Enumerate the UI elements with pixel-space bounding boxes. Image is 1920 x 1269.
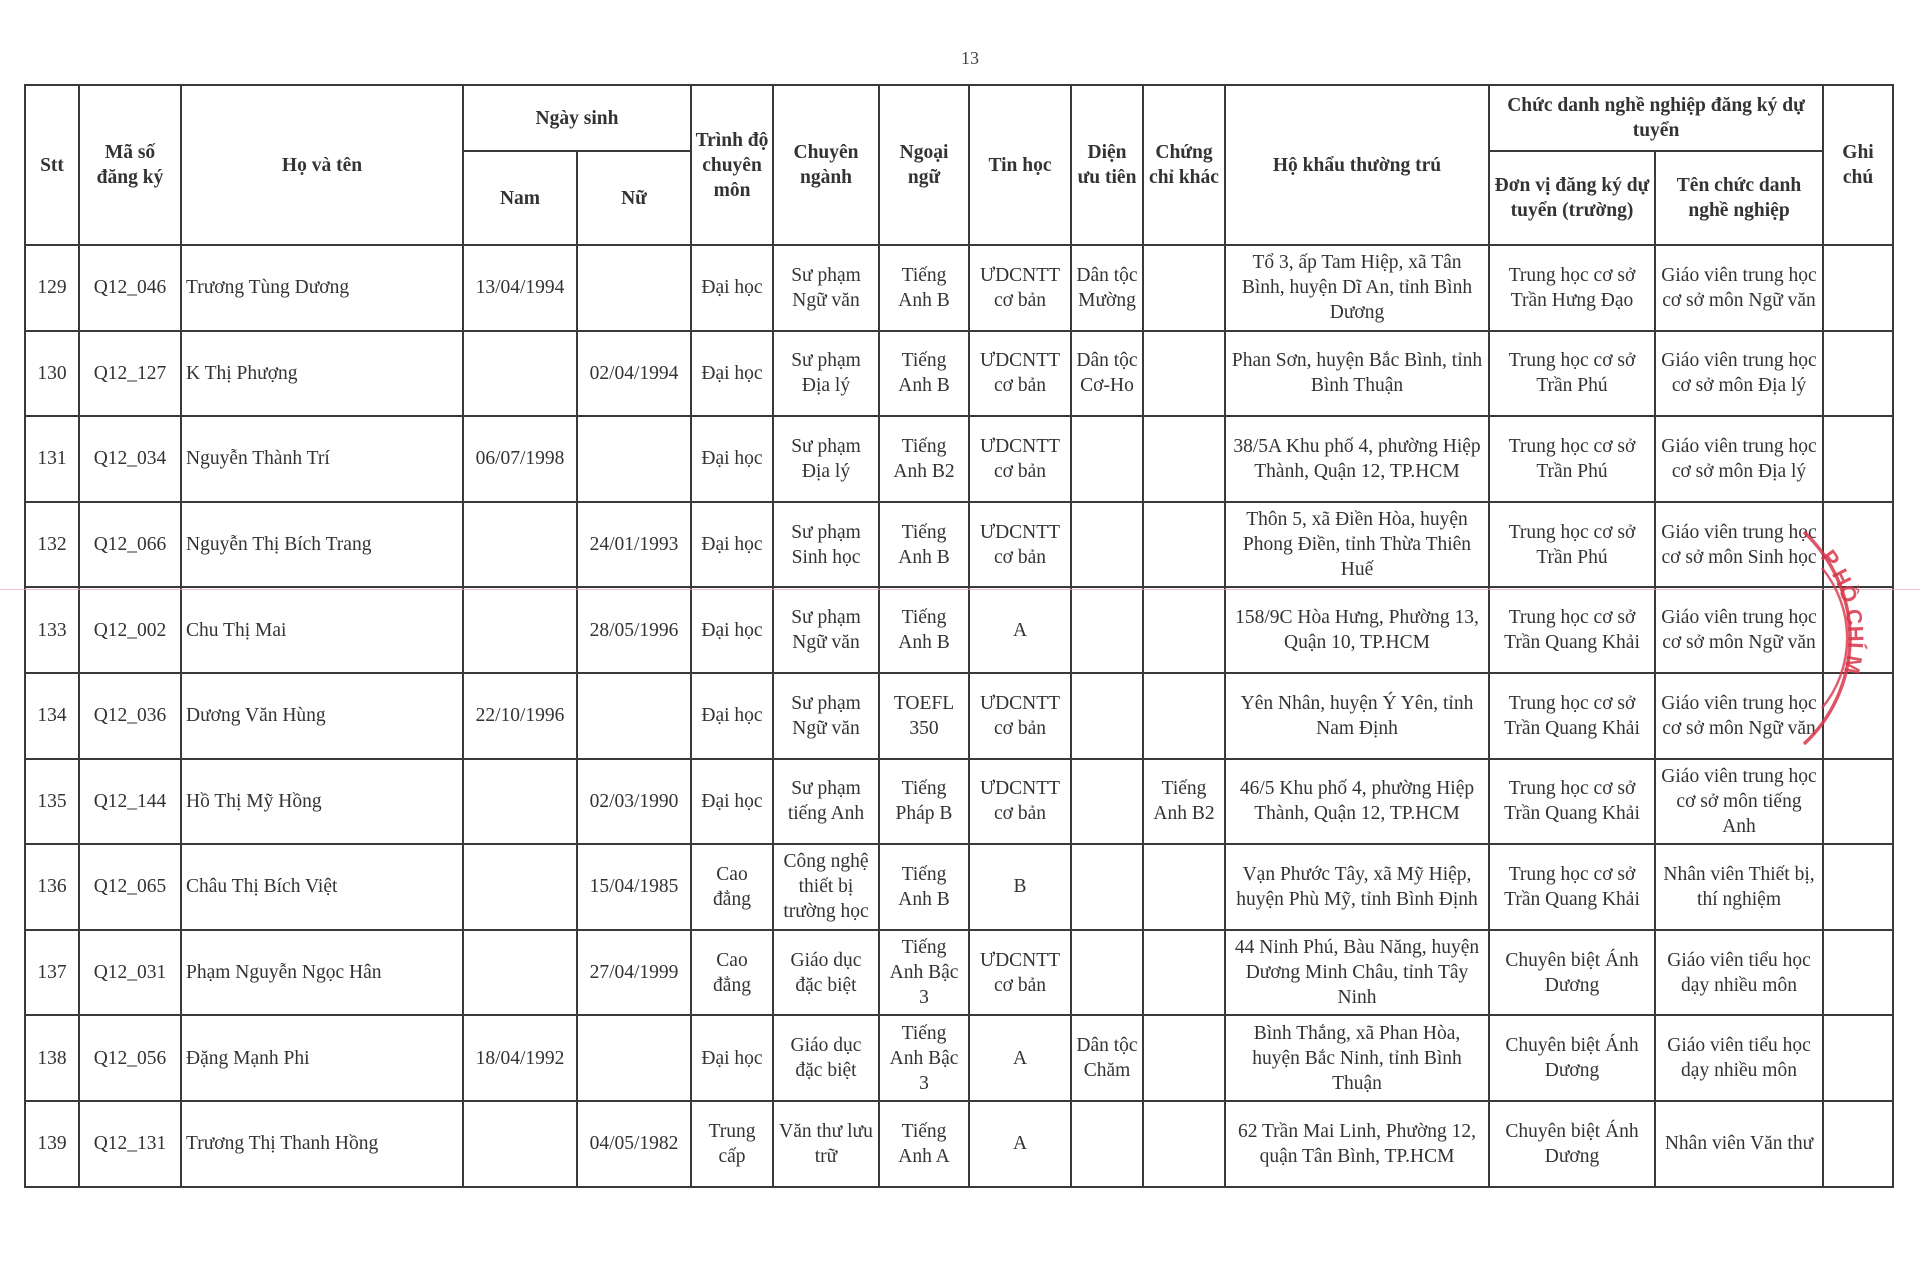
cell-chung-chi-khac xyxy=(1143,1015,1225,1101)
cell-ten-chuc-danh: Giáo viên trung học cơ sở môn Địa lý xyxy=(1655,331,1823,417)
header-ngay-sinh: Ngày sinh xyxy=(463,85,691,151)
cell-ho-khau: 44 Ninh Phú, Bàu Năng, huyện Dương Minh Châu, tỉnh Tây Ninh xyxy=(1225,930,1489,1016)
table-row xyxy=(25,416,1893,502)
cell-ho-khau: Phan Sơn, huyện Bắc Bình, tỉnh Bình Thuận xyxy=(1225,331,1489,417)
cell-chung-chi-khac xyxy=(1143,416,1225,502)
cell-trinh-do: Đại học xyxy=(691,587,773,673)
cell-chung-chi-khac xyxy=(1143,930,1225,1016)
cell-dien-uu-tien xyxy=(1071,930,1143,1016)
cell-ho-ten: Hồ Thị Mỹ Hồng xyxy=(181,759,463,845)
cell-trinh-do: Trung cấp xyxy=(691,1101,773,1187)
header-don-vi: Đơn vị đăng ký dự tuyển (trường) xyxy=(1489,151,1655,245)
cell-nam xyxy=(463,930,577,1016)
cell-tin-hoc: ƯDCNTT cơ bản xyxy=(969,502,1071,588)
cell-ma-so: Q12_127 xyxy=(79,331,181,417)
cell-ma-so: Q12_031 xyxy=(79,930,181,1016)
candidate-table xyxy=(24,84,1894,1188)
cell-ghi-chu xyxy=(1823,1015,1893,1101)
cell-trinh-do: Đại học xyxy=(691,502,773,588)
cell-stt: 129 xyxy=(25,245,79,331)
cell-tin-hoc: ƯDCNTT cơ bản xyxy=(969,245,1071,331)
cell-ngoai-ngu: Tiếng Anh A xyxy=(879,1101,969,1187)
cell-don-vi: Trung học cơ sở Trần Quang Khải xyxy=(1489,587,1655,673)
header-ma-so: Mã số đăng ký xyxy=(79,85,181,245)
cell-ma-so: Q12_065 xyxy=(79,844,181,930)
cell-nam xyxy=(463,587,577,673)
cell-chung-chi-khac xyxy=(1143,245,1225,331)
cell-dien-uu-tien: Dân tộc Cơ-Ho xyxy=(1071,331,1143,417)
cell-nu xyxy=(577,1015,691,1101)
cell-ten-chuc-danh: Giáo viên trung học cơ sở môn tiếng Anh xyxy=(1655,759,1823,845)
cell-ghi-chu xyxy=(1823,673,1893,759)
cell-trinh-do: Đại học xyxy=(691,673,773,759)
cell-chung-chi-khac xyxy=(1143,673,1225,759)
cell-ghi-chu xyxy=(1823,245,1893,331)
cell-stt: 137 xyxy=(25,930,79,1016)
candidate-table-container xyxy=(24,84,1892,1188)
header-ghi-chu: Ghi chú xyxy=(1823,85,1893,245)
cell-nam: 13/04/1994 xyxy=(463,245,577,331)
cell-ho-ten: Nguyễn Thành Trí xyxy=(181,416,463,502)
cell-chuyen-nganh: Văn thư lưu trữ xyxy=(773,1101,879,1187)
cell-ten-chuc-danh: Giáo viên trung học cơ sở môn Ngữ văn xyxy=(1655,245,1823,331)
header-ten-chuc-danh: Tên chức danh nghề nghiệp xyxy=(1655,151,1823,245)
cell-ma-so: Q12_034 xyxy=(79,416,181,502)
cell-ngoai-ngu: Tiếng Anh B xyxy=(879,331,969,417)
cell-ma-so: Q12_066 xyxy=(79,502,181,588)
cell-trinh-do: Đại học xyxy=(691,1015,773,1101)
cell-tin-hoc: A xyxy=(969,1015,1071,1101)
cell-ho-ten: Nguyễn Thị Bích Trang xyxy=(181,502,463,588)
cell-ma-so: Q12_131 xyxy=(79,1101,181,1187)
cell-tin-hoc: ƯDCNTT cơ bản xyxy=(969,416,1071,502)
cell-nam: 06/07/1998 xyxy=(463,416,577,502)
cell-chuyen-nganh: Sư phạm Ngữ văn xyxy=(773,587,879,673)
cell-ho-ten: Trương Thị Thanh Hồng xyxy=(181,1101,463,1187)
cell-don-vi: Chuyên biệt Ánh Dương xyxy=(1489,930,1655,1016)
cell-dien-uu-tien: Dân tộc Mường xyxy=(1071,245,1143,331)
cell-nam: 22/10/1996 xyxy=(463,673,577,759)
cell-ho-khau: 62 Trần Mai Linh, Phường 12, quận Tân Bình, TP.HCM xyxy=(1225,1101,1489,1187)
cell-don-vi: Trung học cơ sở Trần Quang Khải xyxy=(1489,673,1655,759)
cell-ho-ten: Dương Văn Hùng xyxy=(181,673,463,759)
cell-ho-ten: Châu Thị Bích Việt xyxy=(181,844,463,930)
cell-trinh-do: Đại học xyxy=(691,416,773,502)
cell-chung-chi-khac xyxy=(1143,502,1225,588)
cell-nam xyxy=(463,502,577,588)
cell-chung-chi-khac xyxy=(1143,844,1225,930)
cell-nam: 18/04/1992 xyxy=(463,1015,577,1101)
cell-ngoai-ngu: Tiếng Anh Bậc 3 xyxy=(879,930,969,1016)
header-ngoai-ngu: Ngoại ngữ xyxy=(879,85,969,245)
cell-trinh-do: Cao đẳng xyxy=(691,844,773,930)
cell-nu: 04/05/1982 xyxy=(577,1101,691,1187)
table-row xyxy=(25,930,1893,1016)
cell-nu: 15/04/1985 xyxy=(577,844,691,930)
cell-ho-ten: Đặng Mạnh Phi xyxy=(181,1015,463,1101)
table-row xyxy=(25,673,1893,759)
cell-ngoai-ngu: TOEFL 350 xyxy=(879,673,969,759)
cell-tin-hoc: A xyxy=(969,587,1071,673)
cell-ho-khau: Tổ 3, ấp Tam Hiệp, xã Tân Bình, huyện Dĩ An, tỉnh Bình Dương xyxy=(1225,245,1489,331)
cell-ngoai-ngu: Tiếng Anh B xyxy=(879,245,969,331)
cell-ngoai-ngu: Tiếng Anh B xyxy=(879,502,969,588)
cell-ten-chuc-danh: Giáo viên tiểu học dạy nhiều môn xyxy=(1655,930,1823,1016)
cell-nu: 27/04/1999 xyxy=(577,930,691,1016)
cell-chung-chi-khac xyxy=(1143,1101,1225,1187)
cell-nam xyxy=(463,1101,577,1187)
cell-ngoai-ngu: Tiếng Anh B xyxy=(879,844,969,930)
cell-tin-hoc: ƯDCNTT cơ bản xyxy=(969,759,1071,845)
header-nu: Nữ xyxy=(577,151,691,245)
header-ho-khau: Hộ khẩu thường trú xyxy=(1225,85,1489,245)
header-ho-ten: Họ và tên xyxy=(181,85,463,245)
cell-nam xyxy=(463,759,577,845)
cell-ghi-chu xyxy=(1823,1101,1893,1187)
cell-stt: 139 xyxy=(25,1101,79,1187)
cell-stt: 134 xyxy=(25,673,79,759)
table-row xyxy=(25,1015,1893,1101)
table-header xyxy=(25,85,1893,245)
cell-tin-hoc: B xyxy=(969,844,1071,930)
table-row xyxy=(25,1101,1893,1187)
cell-dien-uu-tien: Dân tộc Chăm xyxy=(1071,1015,1143,1101)
cell-nam xyxy=(463,331,577,417)
cell-ho-khau: Vạn Phước Tây, xã Mỹ Hiệp, huyện Phù Mỹ, tỉnh Bình Định xyxy=(1225,844,1489,930)
cell-ma-so: Q12_036 xyxy=(79,673,181,759)
cell-stt: 131 xyxy=(25,416,79,502)
cell-trinh-do: Đại học xyxy=(691,245,773,331)
cell-chung-chi-khac xyxy=(1143,331,1225,417)
cell-ten-chuc-danh: Giáo viên trung học cơ sở môn Ngữ văn xyxy=(1655,673,1823,759)
cell-chuyen-nganh: Công nghệ thiết bị trường học xyxy=(773,844,879,930)
cell-stt: 132 xyxy=(25,502,79,588)
cell-nu: 28/05/1996 xyxy=(577,587,691,673)
table-row xyxy=(25,331,1893,417)
cell-ho-khau: Yên Nhân, huyện Ý Yên, tỉnh Nam Định xyxy=(1225,673,1489,759)
cell-chuyen-nganh: Sư phạm Ngữ văn xyxy=(773,245,879,331)
cell-ho-ten: Phạm Nguyễn Ngọc Hân xyxy=(181,930,463,1016)
cell-ngoai-ngu: Tiếng Pháp B xyxy=(879,759,969,845)
cell-trinh-do: Đại học xyxy=(691,759,773,845)
scan-artifact-line xyxy=(0,589,1920,590)
header-dien-uu-tien: Diện ưu tiên xyxy=(1071,85,1143,245)
cell-ho-khau: Bình Thắng, xã Phan Hòa, huyện Bắc Ninh, tỉnh Bình Thuận xyxy=(1225,1015,1489,1101)
cell-don-vi: Trung học cơ sở Trần Quang Khải xyxy=(1489,759,1655,845)
cell-don-vi: Trung học cơ sở Trần Hưng Đạo xyxy=(1489,245,1655,331)
cell-ma-so: Q12_056 xyxy=(79,1015,181,1101)
cell-ho-ten: Chu Thị Mai xyxy=(181,587,463,673)
cell-tin-hoc: ƯDCNTT cơ bản xyxy=(969,673,1071,759)
cell-dien-uu-tien xyxy=(1071,844,1143,930)
cell-dien-uu-tien xyxy=(1071,502,1143,588)
cell-ho-khau: 38/5A Khu phố 4, phường Hiệp Thành, Quận 12, TP.HCM xyxy=(1225,416,1489,502)
cell-don-vi: Chuyên biệt Ánh Dương xyxy=(1489,1015,1655,1101)
cell-ho-khau: Thôn 5, xã Điền Hòa, huyện Phong Điền, tỉnh Thừa Thiên Huế xyxy=(1225,502,1489,588)
cell-dien-uu-tien xyxy=(1071,759,1143,845)
cell-ma-so: Q12_002 xyxy=(79,587,181,673)
cell-don-vi: Chuyên biệt Ánh Dương xyxy=(1489,1101,1655,1187)
header-nam: Nam xyxy=(463,151,577,245)
cell-chuyen-nganh: Sư phạm Địa lý xyxy=(773,331,879,417)
cell-dien-uu-tien xyxy=(1071,1101,1143,1187)
cell-ghi-chu xyxy=(1823,331,1893,417)
header-trinh-do: Trình độ chuyên môn xyxy=(691,85,773,245)
header-tin-hoc: Tin học xyxy=(969,85,1071,245)
cell-chuyen-nganh: Sư phạm tiếng Anh xyxy=(773,759,879,845)
cell-trinh-do: Cao đẳng xyxy=(691,930,773,1016)
table-row xyxy=(25,759,1893,845)
cell-ho-ten: K Thị Phượng xyxy=(181,331,463,417)
cell-ho-ten: Trương Tùng Dương xyxy=(181,245,463,331)
table-body xyxy=(25,245,1893,1187)
cell-chuyen-nganh: Sư phạm Sinh học xyxy=(773,502,879,588)
cell-stt: 135 xyxy=(25,759,79,845)
seal-text: P HỒ CHÍ M xyxy=(1815,545,1869,677)
cell-chung-chi-khac xyxy=(1143,587,1225,673)
cell-chung-chi-khac: Tiếng Anh B2 xyxy=(1143,759,1225,845)
cell-dien-uu-tien xyxy=(1071,673,1143,759)
cell-chuyen-nganh: Sư phạm Địa lý xyxy=(773,416,879,502)
cell-tin-hoc: ƯDCNTT cơ bản xyxy=(969,930,1071,1016)
cell-dien-uu-tien xyxy=(1071,587,1143,673)
cell-ten-chuc-danh: Giáo viên tiểu học dạy nhiều môn xyxy=(1655,1015,1823,1101)
cell-tin-hoc: ƯDCNTT cơ bản xyxy=(969,331,1071,417)
cell-ghi-chu xyxy=(1823,416,1893,502)
cell-don-vi: Trung học cơ sở Trần Phú xyxy=(1489,331,1655,417)
cell-nu xyxy=(577,416,691,502)
header-stt: Stt xyxy=(25,85,79,245)
cell-trinh-do: Đại học xyxy=(691,331,773,417)
cell-don-vi: Trung học cơ sở Trần Quang Khải xyxy=(1489,844,1655,930)
page-number: 13 xyxy=(961,48,979,68)
cell-ho-khau: 158/9C Hòa Hưng, Phường 13, Quận 10, TP.HCM xyxy=(1225,587,1489,673)
cell-chuyen-nganh: Giáo dục đặc biệt xyxy=(773,930,879,1016)
header-chuc-danh-group: Chức danh nghề nghiệp đăng ký dự tuyển xyxy=(1489,85,1823,151)
cell-ngoai-ngu: Tiếng Anh B xyxy=(879,587,969,673)
cell-stt: 136 xyxy=(25,844,79,930)
cell-ten-chuc-danh: Giáo viên trung học cơ sở môn Ngữ văn xyxy=(1655,587,1823,673)
table-row xyxy=(25,502,1893,588)
cell-stt: 133 xyxy=(25,587,79,673)
table-row xyxy=(25,587,1893,673)
cell-don-vi: Trung học cơ sở Trần Phú xyxy=(1489,416,1655,502)
cell-ten-chuc-danh: Nhân viên Văn thư xyxy=(1655,1101,1823,1187)
cell-stt: 130 xyxy=(25,331,79,417)
cell-nam xyxy=(463,844,577,930)
table-row xyxy=(25,245,1893,331)
cell-nu: 02/04/1994 xyxy=(577,331,691,417)
cell-stt: 138 xyxy=(25,1015,79,1101)
cell-ten-chuc-danh: Giáo viên trung học cơ sở môn Địa lý xyxy=(1655,416,1823,502)
cell-ghi-chu xyxy=(1823,502,1893,588)
cell-ghi-chu xyxy=(1823,844,1893,930)
cell-ma-so: Q12_046 xyxy=(79,245,181,331)
header-chung-chi-khac: Chứng chỉ khác xyxy=(1143,85,1225,245)
table-row xyxy=(25,844,1893,930)
cell-nu: 24/01/1993 xyxy=(577,502,691,588)
header-chuyen-nganh: Chuyên ngành xyxy=(773,85,879,245)
cell-don-vi: Trung học cơ sở Trần Phú xyxy=(1489,502,1655,588)
cell-dien-uu-tien xyxy=(1071,416,1143,502)
cell-chuyen-nganh: Giáo dục đặc biệt xyxy=(773,1015,879,1101)
cell-ten-chuc-danh: Nhân viên Thiết bị, thí nghiệm xyxy=(1655,844,1823,930)
cell-chuyen-nganh: Sư phạm Ngữ văn xyxy=(773,673,879,759)
cell-nu: 02/03/1990 xyxy=(577,759,691,845)
cell-ghi-chu xyxy=(1823,587,1893,673)
cell-nu xyxy=(577,673,691,759)
cell-tin-hoc: A xyxy=(969,1101,1071,1187)
cell-ma-so: Q12_144 xyxy=(79,759,181,845)
cell-ten-chuc-danh: Giáo viên trung học cơ sở môn Sinh học xyxy=(1655,502,1823,588)
cell-ho-khau: 46/5 Khu phố 4, phường Hiệp Thành, Quận 12, TP.HCM xyxy=(1225,759,1489,845)
cell-ngoai-ngu: Tiếng Anh Bậc 3 xyxy=(879,1015,969,1101)
cell-nu xyxy=(577,245,691,331)
cell-ghi-chu xyxy=(1823,930,1893,1016)
cell-ngoai-ngu: Tiếng Anh B2 xyxy=(879,416,969,502)
cell-ghi-chu xyxy=(1823,759,1893,845)
